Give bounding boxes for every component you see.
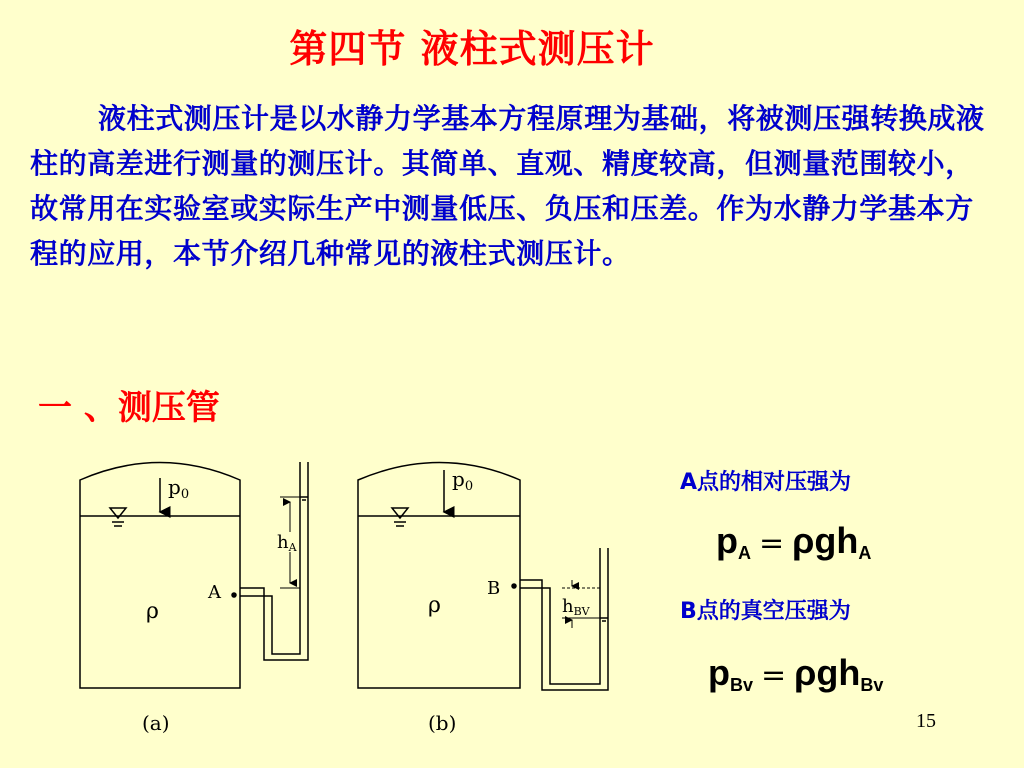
height-label-a: hA: [277, 532, 297, 554]
formula-b: $p_{Bv} = \rho gh_{Bv}$: [708, 652, 884, 695]
height-label-b: hBV: [562, 596, 590, 618]
vacuum-pressure-caption: B点的真空压强为: [680, 599, 851, 624]
caption-b: (b): [428, 711, 457, 735]
formula-a: $p_A = \rho gh_A$: [716, 520, 872, 563]
diagram-b: [358, 463, 608, 691]
caption-a: (a): [142, 711, 170, 735]
slide-title: 第四节 液柱式测压计: [289, 27, 655, 71]
point-label-b: B: [487, 578, 501, 599]
page-number: 15: [916, 710, 936, 732]
diagram-a: [80, 462, 308, 688]
density-label-a: ρ: [146, 599, 159, 624]
point-label-a: A: [208, 582, 221, 603]
p0-label-a: $p_0$: [168, 475, 190, 502]
density-label-b: ρ: [428, 593, 441, 618]
section-heading: 一 、测压管: [38, 388, 220, 428]
tank-b: [358, 463, 520, 689]
intro-paragraph: 液柱式测压计是以水静力学基本方程原理为基础，将被测压强转换成液柱的高差进行测量的测压计。其简单、直观、精度较高，但测量范围较小，故常用在实验室或实际生产中测量低压、负压和压差。作为水静力学基本方程的应用，本节介绍几种常见的液柱式测压计。: [30, 102, 985, 270]
relative-pressure-caption: A点的相对压强为: [680, 470, 852, 495]
piezometer-diagram: [0, 440, 660, 768]
p0-label-b: $p_0$: [452, 467, 474, 494]
